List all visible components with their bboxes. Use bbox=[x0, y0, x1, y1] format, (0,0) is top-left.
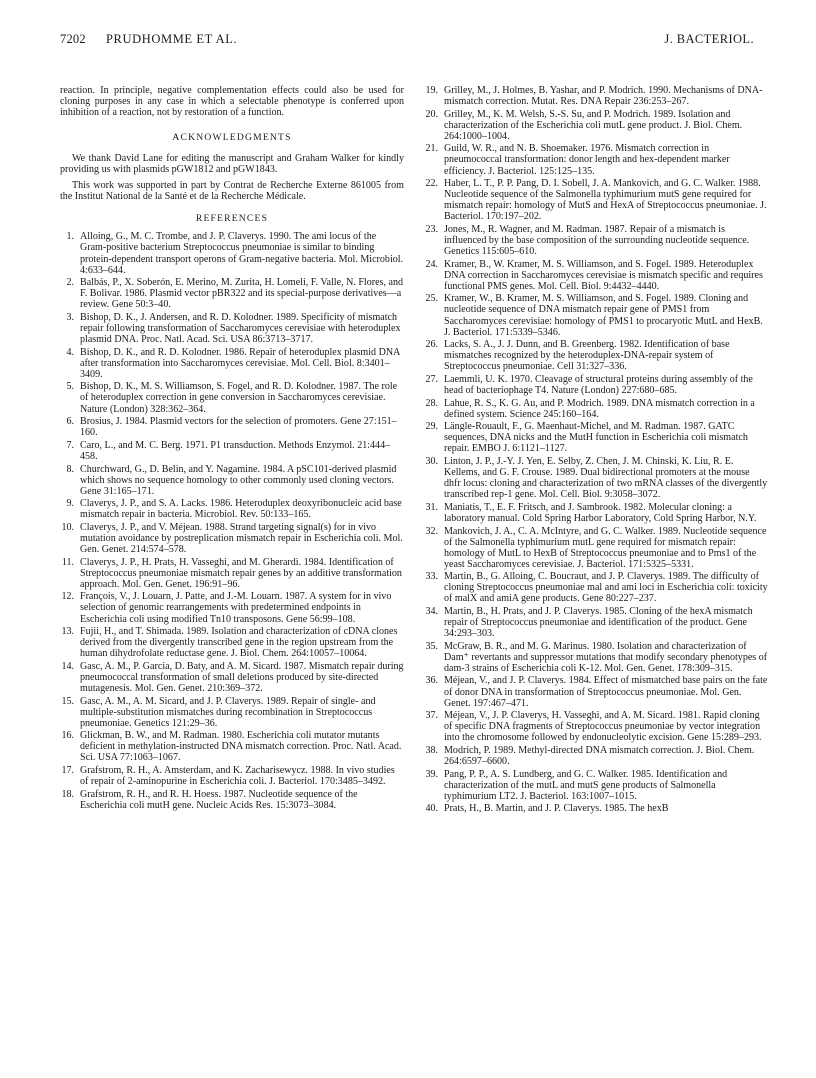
reference-text: Caro, L., and M. C. Berg. 1971. P1 transduction. Methods Enzymol. 21:444–458. bbox=[80, 439, 391, 462]
reference-item bbox=[60, 591, 404, 624]
reference-number: 34. bbox=[425, 606, 438, 618]
reference-text: Bishop, D. K., M. S. Williamson, S. Fogel, and R. D. Kolodner. 1987. The role of heteroduplex correction in gene conversion in Saccharomyces cerevisiae. Nature (London) 328:362–364. bbox=[80, 381, 398, 415]
reference-number: 13. bbox=[61, 626, 74, 638]
reference-text: Bishop, D. K., J. Andersen, and R. D. Kolodner. 1989. Specificity of mismatch repair following transformation of Saccharomyces cerevisiae with heteroduplex plasmid DNA. Proc. Natl. Acad. Sci. USA 86:3713–3717. bbox=[80, 311, 401, 346]
reference-number: 40. bbox=[425, 803, 438, 815]
reference-item bbox=[60, 440, 404, 462]
reference-number: 35. bbox=[425, 640, 438, 652]
reference-number: 6. bbox=[66, 416, 74, 428]
reference-item bbox=[424, 641, 768, 674]
reference-text: Claverys, J. P., and S. A. Lacks. 1986. Heteroduplex deoxyribonucleic acid base mismatch repair in bacteria. Microbiol. Rev. 50:133–165. bbox=[80, 498, 402, 521]
reference-text: Méjean, V., and J. P. Claverys. 1984. Effect of mismatched base pairs on the fate of donor DNA in transformation of Streptococcus pneumoniae. Mol. Gen. Genet. 197:467–471. bbox=[444, 675, 768, 709]
reference-text: Grafstrom, R. H., A. Amsterdam, and K. Zacharisewycz. 1988. In vivo studies of repair of 2-aminopurine in Escherichia coli. J. Bacteriol. 170:3485–3492. bbox=[80, 765, 395, 788]
reference-number: 2. bbox=[66, 277, 74, 289]
reference-number: 30. bbox=[425, 456, 438, 468]
reference-text: Alloing, G., M. C. Trombe, and J. P. Claverys. 1990. The ami locus of the Gram-positive bacterium Streptococcus pneumoniae is similar to binding protein-dependent transport operons of Gram-negative bacteria. Mol. Microbiol. 4:633–644. bbox=[80, 231, 404, 276]
reference-item bbox=[60, 498, 404, 520]
reference-text: McGraw, B. R., and M. G. Marinus. 1980. Isolation and characterization of Dam⁺ revertants and suppressor mutations that modify secondary phenotypes of dam-3 strains of Escherichia coli K-12. Mol. Gen. Genet. 178:309–315. bbox=[444, 640, 768, 674]
journal-name: J. BACTERIOL. bbox=[664, 32, 754, 46]
reference-item bbox=[424, 606, 768, 639]
reference-number: 20. bbox=[425, 108, 438, 120]
reference-item bbox=[424, 339, 768, 372]
reference-text: Claverys, J. P., and V. Méjean. 1988. Strand targeting signal(s) for in vivo mutation avoidance by postreplication mismatch repair in Escherichia coli. Mol. Gen. Genet. 214:574–578. bbox=[80, 521, 403, 556]
references-heading: REFERENCES bbox=[195, 213, 269, 225]
reference-number: 7. bbox=[66, 439, 74, 451]
reference-text: Modrich, P. 1989. Methyl-directed DNA mismatch correction. J. Biol. Chem. 264:6597–6600. bbox=[444, 744, 755, 767]
reference-item bbox=[60, 765, 404, 787]
reference-text: Lacks, S. A., J. J. Dunn, and B. Greenberg. 1982. Identification of base mismatches recognized by the heteroduplex-DNA-repair system of Streptococcus pneumoniae. Cell 31:327–336. bbox=[444, 339, 730, 373]
reference-number: 19. bbox=[425, 85, 438, 96]
reference-item bbox=[424, 259, 768, 292]
reference-item bbox=[60, 661, 404, 694]
reference-item bbox=[424, 85, 768, 107]
reference-number: 18. bbox=[61, 788, 74, 800]
reference-text: Gasc, A. M., A. M. Sicard, and J. P. Claverys. 1989. Repair of single- and multiple-substitution mismatches during recombination in Streptococcus pneumoniae. Genetics 121:29–36. bbox=[80, 695, 376, 729]
page-number: 7202 bbox=[60, 32, 86, 46]
reference-item bbox=[424, 224, 768, 257]
reference-number: 23. bbox=[425, 223, 438, 235]
reference-item bbox=[60, 312, 404, 345]
funding-paragraph: This work was supported in part by Contrat de Recherche Externe 861005 from the Institut National de la Santé et de la Recherche Médicale. bbox=[60, 180, 404, 203]
reference-text: Martin, B., H. Prats, and J. P. Claverys. 1985. Cloning of the hexA mismatch repair of Streptococcus pneumoniae and identification of the product. Gene 34:293–303. bbox=[444, 606, 753, 640]
reference-text: Gasc, A. M., P. Garcia, D. Baty, and A. M. Sicard. 1987. Mismatch repair during pneumococcal transformation of small deletions produced by site-directed mutagenesis. Mol. Gen. Genet. 210:369–372. bbox=[80, 660, 404, 694]
reference-text: Jones, M., R. Wagner, and M. Radman. 1987. Repair of a mismatch is influenced by the base composition of the surrounding nucleotide sequence. Genetics 115:605–610. bbox=[444, 223, 750, 258]
reference-item bbox=[424, 374, 768, 396]
reference-number: 31. bbox=[425, 501, 438, 513]
reference-item bbox=[60, 416, 404, 438]
reference-text: Martin, B., G. Alloing, C. Boucraut, and J. P. Claverys. 1989. The difficulty of cloning Streptococcus pneumoniae mal and ami loci in Escherichia coli: toxicity of malX and amiA gene products. Gene 80:227–237. bbox=[444, 571, 768, 605]
reference-text: Kramer, B., W. Kramer, M. S. Williamson, and S. Fogel. 1989. Heteroduplex DNA correction in Saccharomyces cerevisiae is mismatch specific and requires functional PMS genes. Mol. Cell. Biol. 9:4432–4440. bbox=[444, 258, 763, 292]
reference-text: Mankovich, J. A., C. A. McIntyre, and G. C. Walker. 1989. Nucleotide sequence of the Salmonella typhimurium mutL gene required for mismatch repair: homology of MutL to HexB of Streptococcus pneumoniae and to Pms1 of the yeast Saccharomyces cerevisiae. J. Bacteriol. 171:5325–5331. bbox=[444, 525, 767, 570]
reference-number: 29. bbox=[425, 421, 438, 433]
reference-number: 14. bbox=[61, 660, 74, 672]
reference-text: Maniatis, T., E. F. Fritsch, and J. Sambrook. 1982. Molecular cloning: a laboratory manual. Cold Spring Harbor Laboratory, Cold Spring Harbor, N.Y. bbox=[444, 501, 757, 524]
reference-item bbox=[424, 769, 768, 802]
reference-text: Kramer, W., B. Kramer, M. S. Williamson, and S. Fogel. 1989. Cloning and nucleotide sequence of DNA mismatch repair gene of PMS1 from Saccharomyces cerevisiae: homology of PMS1 to procaryotic MutL and HexB. J. Bacteriol. 171:5339–5346. bbox=[444, 293, 763, 338]
reference-text: Haber, L. T., P. P. Pang, D. I. Sobell, J. A. Mankovich, and G. C. Walker. 1988. Nucleotide sequence of the Salmonella typhimurium mutS gene required for mismatch repair: homology of MutS and HexA of Streptococcus pneumoniae. J. Bacteriol. 170:197–202. bbox=[444, 178, 767, 223]
reference-list-right bbox=[424, 85, 768, 814]
running-header bbox=[60, 32, 756, 48]
reference-number: 38. bbox=[425, 744, 438, 756]
reference-item bbox=[424, 178, 768, 222]
reference-number: 26. bbox=[425, 339, 438, 351]
reference-text: Linton, J. P., J.-Y. J. Yen, E. Selby, Z. Chen, J. M. Chinski, K. Liu, R. E. Kellems, and G. F. Crouse. 1989. Dual bidirectional promoters at the mouse dhfr locus: cloning and characterization of two mRNA classes of the divergently transcribed rep-1 gene. Mol. Cell. Biol. 9:3058–3072. bbox=[444, 456, 768, 501]
reference-item bbox=[424, 293, 768, 337]
reference-number: 3. bbox=[66, 311, 74, 323]
reference-text: Pang, P. P., A. S. Lundberg, and G. C. Walker. 1985. Identification and characterization of the mutL and mutS gene products of Salmonella typhimurium LT2. J. Bacteriol. 163:1007–1015. bbox=[444, 768, 728, 802]
reference-text: Laemmli, U. K. 1970. Cleavage of structural proteins during assembly of the head of bacteriophage T4. Nature (London) 227:680–685. bbox=[444, 373, 753, 396]
reference-item bbox=[424, 803, 768, 814]
reference-number: 11. bbox=[61, 556, 74, 568]
reference-list-left bbox=[60, 231, 404, 810]
reference-number: 17. bbox=[61, 765, 74, 777]
reference-number: 5. bbox=[66, 381, 74, 393]
right-column bbox=[424, 85, 768, 816]
reference-text: Brosius, J. 1984. Plasmid vectors for the selection of promoters. Gene 27:151–160. bbox=[80, 416, 397, 439]
reference-number: 4. bbox=[66, 346, 74, 358]
reference-item bbox=[424, 502, 768, 524]
reference-text: Längle-Rouault, F., G. Maenhaut-Michel, and M. Radman. 1987. GATC sequences, DNA nicks and the MutH function in Escherichia coli mismatch repair. EMBO J. 6:1121–1127. bbox=[444, 421, 748, 455]
reference-text: Bishop, D. K., and R. D. Kolodner. 1986. Repair of heteroduplex plasmid DNA after transformation into Saccharomyces cerevisiae. Mol. Cell. Biol. 8:3401–3409. bbox=[80, 346, 400, 380]
reference-item bbox=[60, 557, 404, 590]
reference-number: 21. bbox=[425, 143, 438, 155]
reference-item bbox=[424, 398, 768, 420]
reference-number: 16. bbox=[61, 730, 74, 742]
reference-text: Lahue, R. S., K. G. Au, and P. Modrich. 1989. DNA mismatch correction in a defined system. Science 245:160–164. bbox=[444, 397, 755, 420]
reference-item bbox=[60, 522, 404, 555]
left-column bbox=[60, 85, 404, 812]
reference-number: 12. bbox=[61, 591, 74, 603]
reference-number: 1. bbox=[66, 231, 74, 243]
reference-item bbox=[424, 571, 768, 604]
reference-number: 32. bbox=[425, 525, 438, 537]
reference-number: 15. bbox=[61, 695, 74, 707]
reference-text: François, V., J. Louarn, J. Patte, and J.-M. Louarn. 1987. A system for in vivo selection of genomic rearrangements with predetermined endpoints in Escherichia coli using modified Tn10 transposons. Gene 56:99–108. bbox=[80, 591, 392, 625]
reference-text: Guild, W. R., and N. B. Shoemaker. 1976. Mismatch correction in pneumococcal transformation: donor length and hex-dependent marker efficiency. J. Bacteriol. 125:125–135. bbox=[444, 143, 730, 177]
reference-text: Glickman, B. W., and M. Radman. 1980. Escherichia coli mutator mutants deficient in methylation-instructed DNA mismatch correction. Proc. Natl. Acad. Sci. USA 77:1063–1067. bbox=[80, 730, 402, 764]
reference-item bbox=[424, 710, 768, 743]
reference-number: 39. bbox=[425, 768, 438, 780]
reference-item bbox=[60, 696, 404, 729]
reference-text: Grafstrom, R. H., and R. H. Hoess. 1987. Nucleotide sequence of the Escherichia coli mutH gene. Nucleic Acids Res. 15:3073–3084. bbox=[80, 788, 358, 811]
reference-item bbox=[424, 675, 768, 708]
reference-number: 27. bbox=[425, 373, 438, 385]
reference-text: Claverys, J. P., H. Prats, H. Vasseghi, and M. Gherardi. 1984. Identification of Streptococcus pneumoniae mismatch repair genes by an additive transformation approach. Mol. Gen. Genet. 196:91–96. bbox=[80, 556, 402, 590]
running-authors: PRUDHOMME ET AL. bbox=[106, 32, 238, 46]
reference-text: Grilley, M., K. M. Welsh, S.-S. Su, and P. Modrich. 1989. Isolation and characterization of the Escherichia coli mutL gene product. J. Biol. Chem. 264:1000–1004. bbox=[444, 108, 743, 142]
acknowledgments-paragraph: We thank David Lane for editing the manuscript and Graham Walker for kindly providing us with plasmids pGW1812 and pGW1843. bbox=[60, 153, 404, 176]
reference-item bbox=[60, 626, 404, 659]
reference-number: 9. bbox=[66, 498, 74, 510]
reference-number: 22. bbox=[425, 178, 438, 190]
reference-number: 33. bbox=[425, 571, 438, 583]
reference-text: Prats, H., B. Martin, and J. P. Claverys. 1985. The hexB bbox=[444, 803, 669, 815]
reference-item bbox=[60, 231, 404, 275]
reference-number: 36. bbox=[425, 675, 438, 687]
reference-number: 10. bbox=[61, 521, 74, 533]
reference-item bbox=[424, 745, 768, 767]
reference-item bbox=[424, 456, 768, 500]
intro-paragraph: reaction. In principle, negative complementation effects could also be used for cloning purposes in any case in which a selectable phenotype is conferred upon inhibition of a reaction, not by restoration of a function. bbox=[60, 85, 404, 119]
reference-item bbox=[60, 730, 404, 763]
reference-item bbox=[424, 109, 768, 142]
reference-item bbox=[424, 421, 768, 454]
reference-text: Méjean, V., J. P. Claverys, H. Vasseghi, and A. M. Sicard. 1981. Rapid cloning of specific DNA fragments of Streptococcus pneumoniae by vector integration into the chromosome followed by endonucleolytic excision. Gene 15:289–293. bbox=[444, 710, 762, 744]
reference-number: 24. bbox=[425, 258, 438, 270]
reference-text: Fujii, H., and T. Shimada. 1989. Isolation and characterization of cDNA clones derived from the divergently transcribed gene in the region upstream from the human dihydrofolate reductase gene. J. Biol. Chem. 264:10057–10064. bbox=[80, 626, 398, 660]
acknowledgments-heading: ACKNOWLEDGMENTS bbox=[172, 132, 292, 144]
reference-number: 37. bbox=[425, 710, 438, 722]
reference-item bbox=[424, 143, 768, 176]
reference-item bbox=[60, 789, 404, 811]
reference-text: Balbás, P., X. Soberón, E. Merino, M. Zurita, H. Lomeli, F. Valle, N. Flores, and F. Bolivar. 1986. Plasmid vector pBR322 and its special-purpose derivatives—a review. Gene 50:3–40. bbox=[80, 277, 403, 311]
reference-item bbox=[60, 277, 404, 310]
reference-item bbox=[60, 464, 404, 497]
reference-item bbox=[60, 347, 404, 380]
reference-text: Grilley, M., J. Holmes, B. Yashar, and P. Modrich. 1990. Mechanisms of DNA-mismatch correction. Mutat. Res. DNA Repair 236:253–267. bbox=[444, 85, 763, 108]
reference-number: 25. bbox=[425, 293, 438, 305]
reference-item bbox=[424, 526, 768, 570]
reference-text: Churchward, G., D. Belin, and Y. Nagamine. 1984. A pSC101-derived plasmid which shows no sequence homology to other commonly used cloning vectors. Gene 31:165–171. bbox=[80, 463, 397, 497]
reference-item bbox=[60, 381, 404, 414]
reference-number: 8. bbox=[66, 463, 74, 475]
reference-number: 28. bbox=[425, 397, 438, 409]
